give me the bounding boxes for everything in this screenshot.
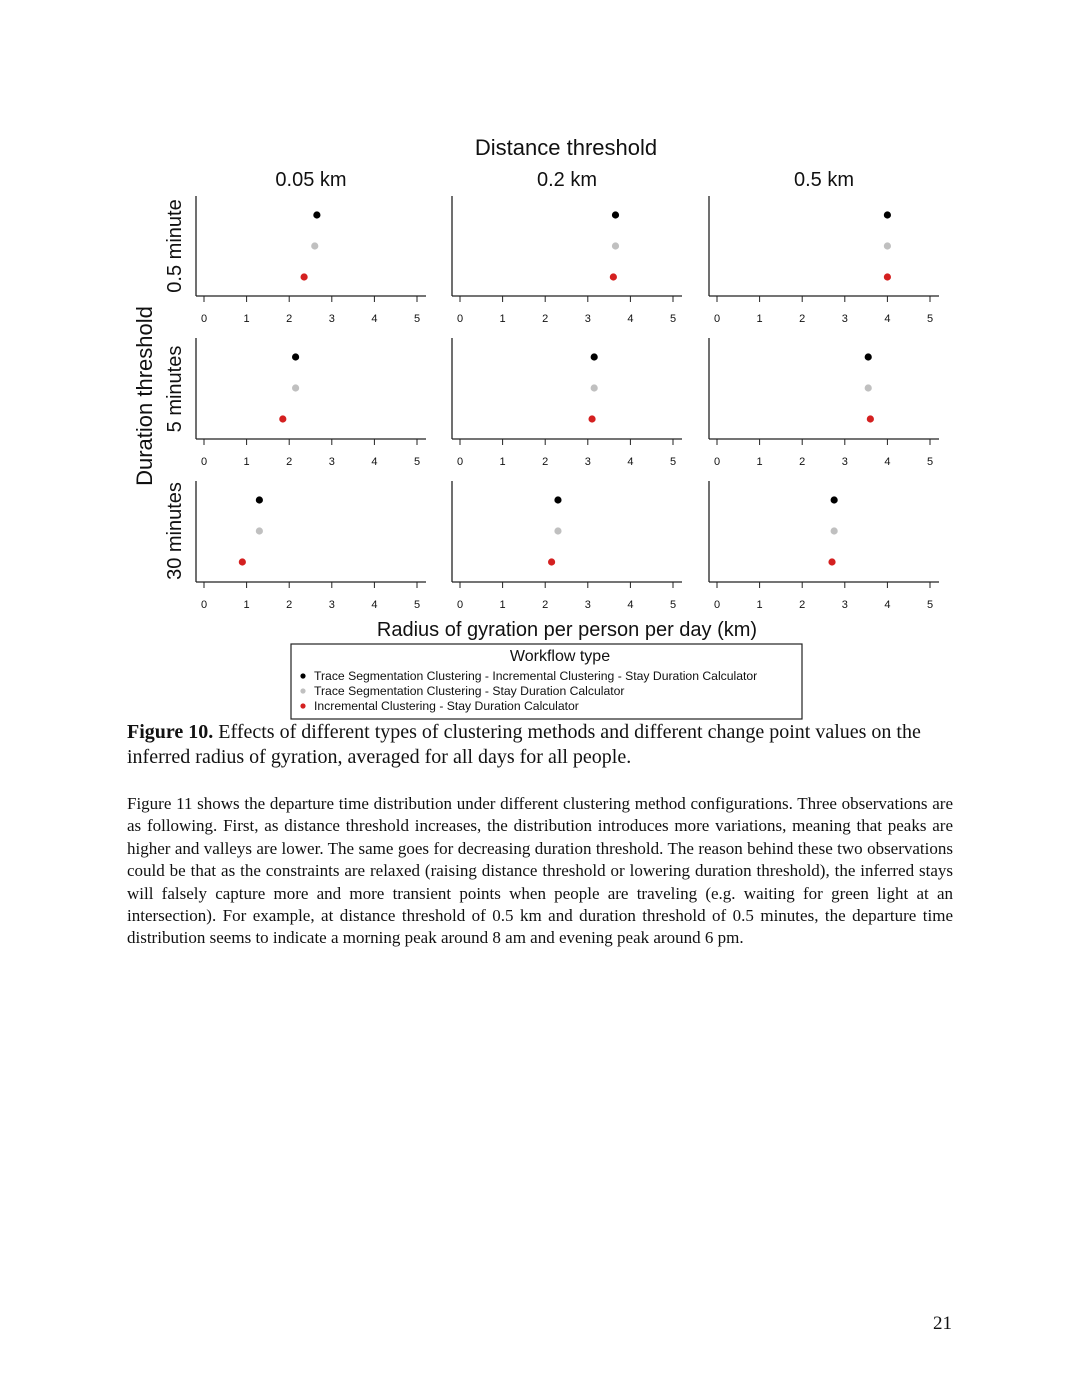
- legend-entry-1: Trace Segmentation Clustering - Stay Duration Calculator: [314, 684, 625, 698]
- row-axis-title: Duration threshold: [132, 306, 157, 486]
- x-tick-label: 5: [413, 313, 421, 325]
- legend-entry-0: Trace Segmentation Clustering - Incremental Clustering - Stay Duration Calculator: [314, 669, 758, 683]
- column-label-0: 0.05 km: [275, 169, 347, 191]
- data-point-r2-c2-s1: [831, 527, 838, 534]
- x-tick-label: 4: [884, 599, 891, 611]
- data-point-r1-c2-s2: [867, 415, 874, 422]
- x-tick-label: 0: [200, 599, 208, 611]
- x-tick-label: 4: [371, 313, 378, 325]
- x-tick-label: 2: [542, 599, 549, 611]
- data-point-r2-c1-s0: [554, 496, 561, 503]
- row-label-1: 5 minutes: [164, 345, 186, 433]
- x-tick-label: 3: [584, 456, 591, 468]
- x-tick-label: 4: [884, 313, 891, 325]
- x-tick-label: 0: [456, 456, 464, 468]
- data-point-r2-c2-s2: [828, 558, 835, 565]
- data-point-r0-c0-s1: [311, 242, 318, 249]
- x-tick-label: 3: [328, 599, 335, 611]
- x-tick-label: 4: [627, 456, 634, 468]
- column-label-2: 0.5 km: [793, 169, 855, 191]
- data-point-r2-c0-s2: [239, 558, 246, 565]
- x-tick-label: 1: [756, 599, 763, 611]
- data-point-r0-c2-s0: [884, 211, 891, 218]
- x-tick-label: 0: [713, 599, 721, 611]
- data-point-r0-c2-s1: [884, 242, 891, 249]
- data-point-r0-c1-s1: [612, 242, 619, 249]
- x-tick-label: 1: [243, 456, 250, 468]
- data-point-r1-c0-s2: [279, 415, 286, 422]
- x-tick-label: 1: [499, 313, 506, 325]
- data-point-r1-c2-s0: [865, 353, 872, 360]
- x-tick-label: 5: [413, 456, 421, 468]
- data-point-r2-c0-s0: [256, 496, 263, 503]
- x-tick-label: 0: [713, 456, 721, 468]
- x-tick-label: 5: [669, 456, 677, 468]
- legend-entry-2: Incremental Clustering - Stay Duration Calculator: [314, 699, 579, 713]
- caption-text: Effects of different types of clustering methods and different change point values on the inferred radius of gyration, averaged for all days for all people.: [127, 721, 921, 768]
- x-tick-label: 5: [926, 456, 934, 468]
- row-label-2: 30 minutes: [164, 482, 186, 580]
- x-tick-label: 3: [328, 456, 335, 468]
- x-tick-label: 3: [328, 313, 335, 325]
- data-point-r0-c1-s2: [610, 273, 617, 280]
- x-tick-label: 4: [627, 599, 634, 611]
- x-tick-label: 4: [884, 456, 891, 468]
- x-axis-label: Radius of gyration per person per day (km): [376, 619, 758, 641]
- x-tick-label: 2: [286, 599, 293, 611]
- x-tick-label: 4: [371, 456, 378, 468]
- data-point-r0-c0-s2: [301, 273, 308, 280]
- x-tick-label: 2: [542, 313, 549, 325]
- data-point-r2-c2-s0: [831, 496, 838, 503]
- x-tick-label: 2: [799, 313, 806, 325]
- row-label-0: 0.5 minute: [164, 199, 186, 293]
- chart-title: Distance threshold: [474, 135, 658, 160]
- x-tick-label: 3: [584, 599, 591, 611]
- x-tick-label: 1: [243, 313, 250, 325]
- caption-label: Figure 10.: [127, 721, 214, 743]
- x-tick-label: 3: [841, 313, 848, 325]
- x-tick-label: 1: [499, 456, 506, 468]
- legend-title: Workflow type: [509, 648, 611, 665]
- x-tick-label: 0: [456, 599, 464, 611]
- x-tick-label: 1: [499, 599, 506, 611]
- x-tick-label: 2: [286, 456, 293, 468]
- x-tick-label: 3: [841, 599, 848, 611]
- data-point-r1-c1-s0: [591, 353, 598, 360]
- x-tick-label: 0: [200, 456, 208, 468]
- data-point-r1-c0-s1: [292, 384, 299, 391]
- x-tick-label: 2: [286, 313, 293, 325]
- data-point-r0-c0-s0: [313, 211, 320, 218]
- x-tick-label: 0: [456, 313, 464, 325]
- column-label-1: 0.2 km: [536, 169, 598, 191]
- data-point-r1-c1-s1: [591, 384, 598, 391]
- data-point-r1-c2-s1: [865, 384, 872, 391]
- legend-marker-1: [300, 688, 305, 693]
- legend-marker-0: [300, 673, 305, 678]
- data-point-r1-c1-s2: [588, 415, 595, 422]
- body-paragraph: Figure 11 shows the departure time distribution under different clustering method configurations. Three observations are as following. First, as distance threshold increases, the distribution introduces more variations, meaning that peaks are higher and valleys are lower. The same goes for decreasing duration threshold. The reason behind these two observations could be that as the constraints are relaxed (raising distance threshold or lowering duration threshold), the inferred stays will falsely capture more and more transient points when people are traveling (e.g. waiting for green light at an intersection). For example, at distance threshold of 0.5 km and duration threshold of 0.5 minutes, the departure time distribution seems to indicate a morning peak around 8 am and evening peak around 6 pm.: [127, 794, 953, 948]
- x-tick-label: 0: [713, 313, 721, 325]
- data-point-r2-c1-s2: [548, 558, 555, 565]
- x-tick-label: 1: [756, 456, 763, 468]
- x-tick-label: 5: [926, 599, 934, 611]
- page-number: 21: [933, 1313, 952, 1334]
- x-tick-label: 1: [243, 599, 250, 611]
- x-tick-label: 4: [371, 599, 378, 611]
- x-tick-label: 5: [669, 313, 677, 325]
- data-point-r0-c1-s0: [612, 211, 619, 218]
- x-tick-label: 1: [756, 313, 763, 325]
- x-tick-label: 3: [584, 313, 591, 325]
- x-tick-label: 5: [926, 313, 934, 325]
- figure-caption: [127, 720, 957, 770]
- x-tick-label: 3: [841, 456, 848, 468]
- data-point-r2-c1-s1: [554, 527, 561, 534]
- x-tick-label: 2: [799, 456, 806, 468]
- data-point-r2-c0-s1: [256, 527, 263, 534]
- x-tick-label: 5: [669, 599, 677, 611]
- data-point-r0-c2-s2: [884, 273, 891, 280]
- legend-marker-2: [300, 703, 305, 708]
- x-tick-label: 2: [799, 599, 806, 611]
- x-tick-label: 5: [413, 599, 421, 611]
- x-tick-label: 0: [200, 313, 208, 325]
- x-tick-label: 4: [627, 313, 634, 325]
- data-point-r1-c0-s0: [292, 353, 299, 360]
- x-tick-label: 2: [542, 456, 549, 468]
